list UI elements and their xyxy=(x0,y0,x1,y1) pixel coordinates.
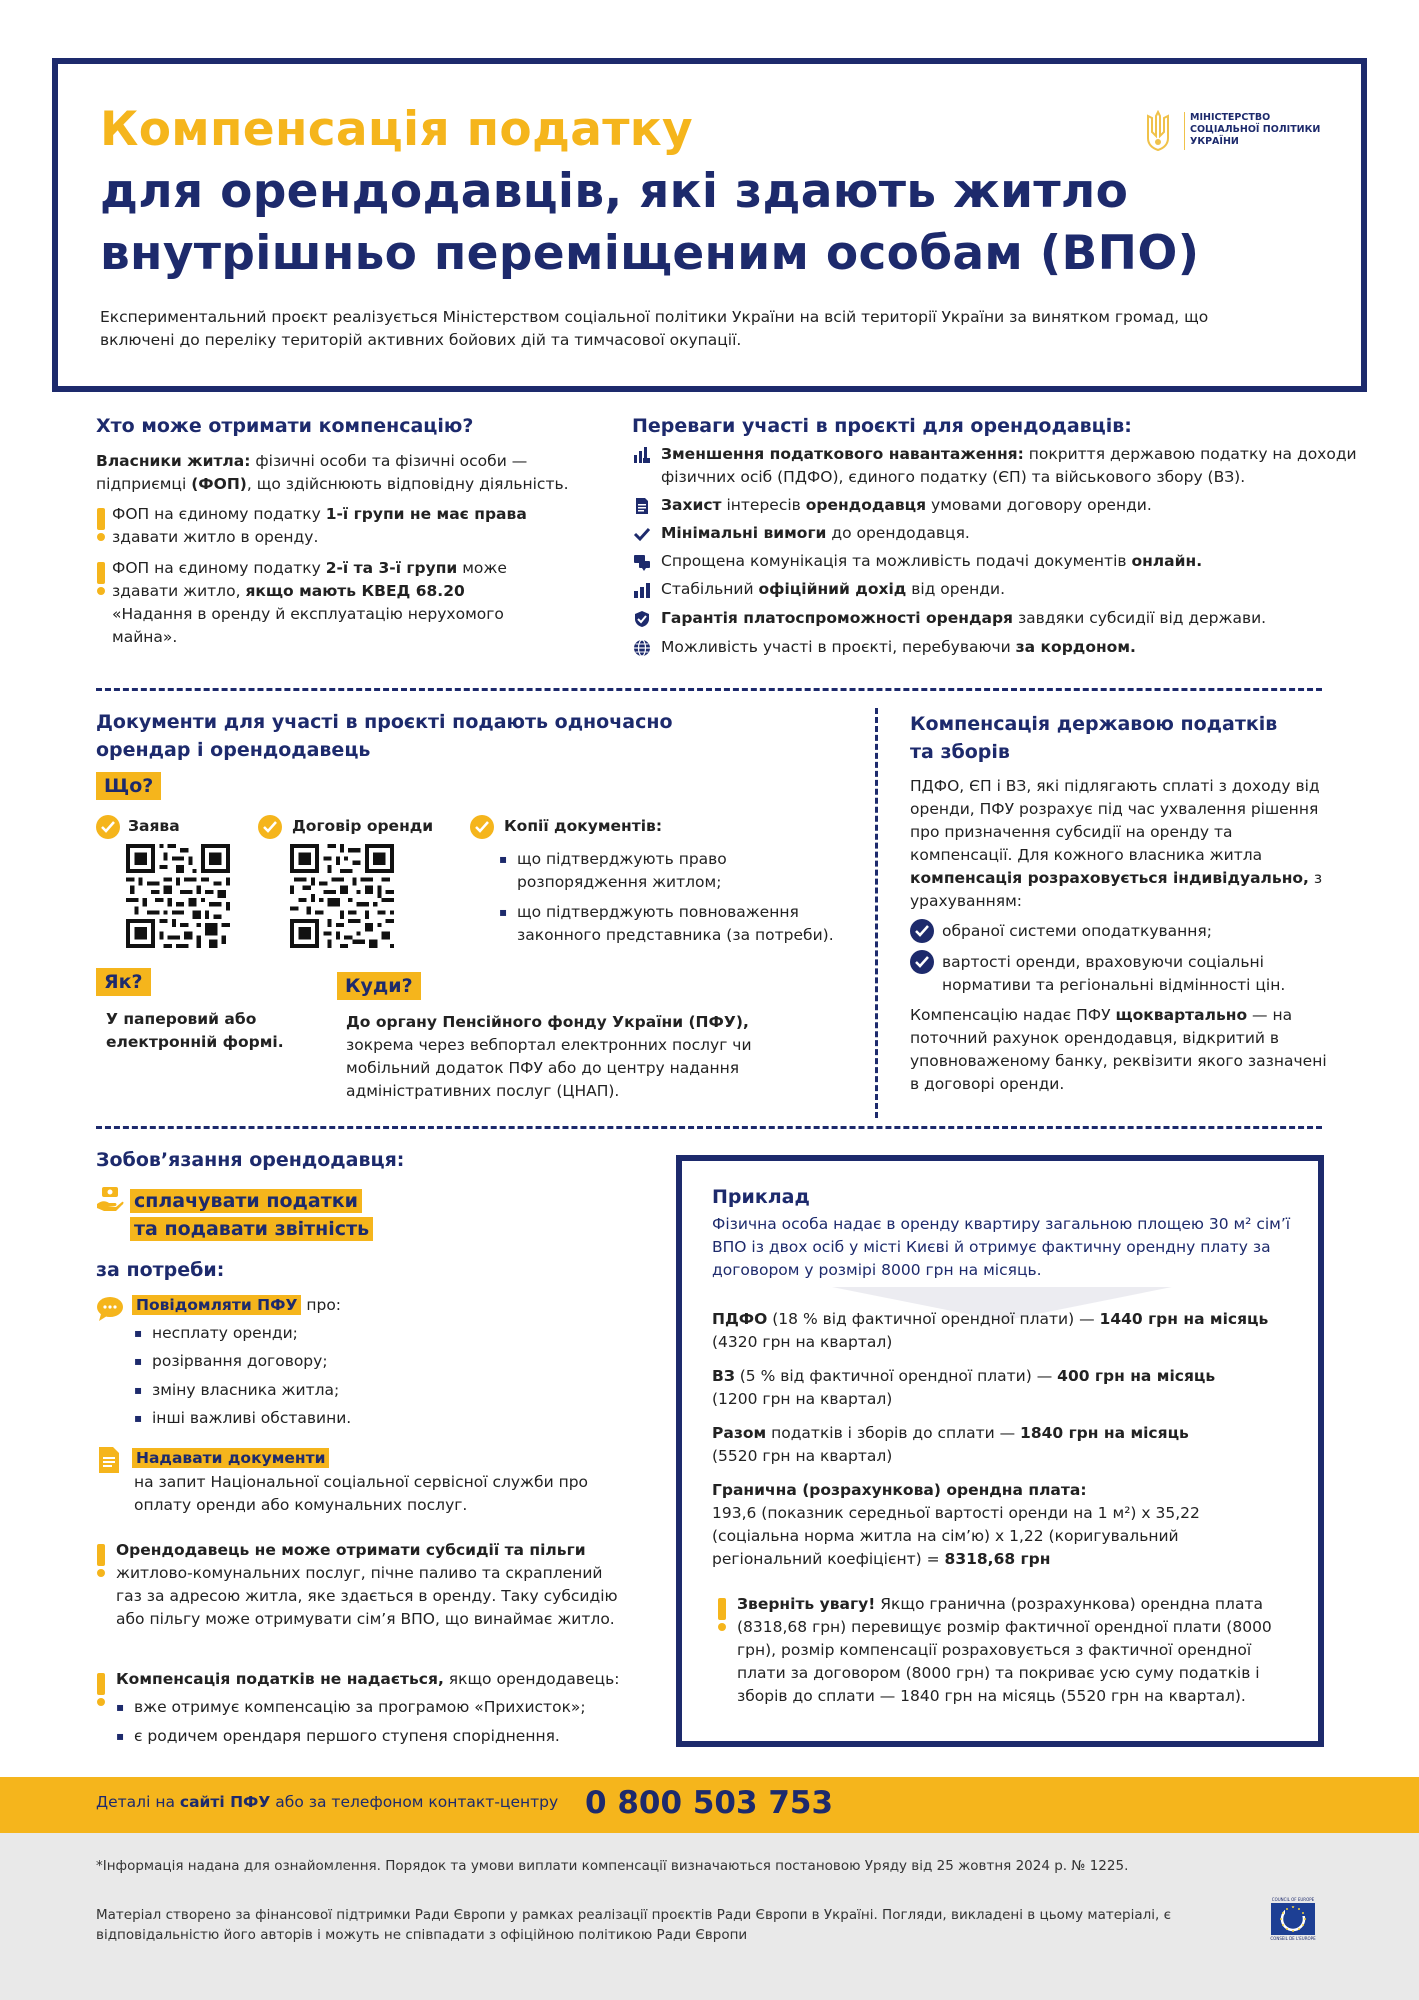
adv-2-text2: умовами договору оренди. xyxy=(926,496,1152,514)
notify-tag: Повідомляти ПФУ xyxy=(132,1295,301,1315)
note2-a: ФОП на єдиному податку xyxy=(112,559,326,577)
note-fop-1 xyxy=(112,503,542,549)
doc-lease: Договір оренди xyxy=(292,817,434,835)
adv-3-text: до орендодавця. xyxy=(826,524,970,542)
adv-7-pre: Можливість участі в проєкті, перебуваючи xyxy=(661,638,1016,656)
who-title: Хто може отримати компенсацію? xyxy=(96,415,474,437)
footer-disclaimer: Матеріал створено за фінансової підтримки Ради Європи у рамках реалізації проєктів Ради Європи в Україні. Погляди, викладені в цьому матеріалі, є відповідальністю його авторів і можуть не співпадати з офіційною політикою Ради Європи xyxy=(96,1907,1171,1943)
check-circle-icon xyxy=(910,919,934,943)
globe-icon xyxy=(633,639,651,657)
note-fop-2 xyxy=(112,557,542,649)
income-icon xyxy=(633,581,651,599)
exclamation-icon xyxy=(718,1598,728,1631)
advantage-item xyxy=(633,443,1361,489)
note2-c: може здавати житло, xyxy=(112,559,507,600)
docs-text: на запит Національної соціальної сервісної служби про оплату оренди або комунальних послуг. xyxy=(134,1473,589,1514)
example-intro: Фізична особа надає в оренду квартиру загальною площею 30 м² сім’ї ВПО із двох осіб у місті Києві й отримує фактичну орендну плату за договором у розмірі 8000 грн на місяць. xyxy=(712,1215,1291,1279)
adv-5-pre: Стабільний xyxy=(661,580,759,598)
example-sum xyxy=(712,1422,1302,1468)
sum-value: 1840 грн на місяць xyxy=(1020,1424,1189,1442)
column-divider xyxy=(875,708,878,1118)
comp-p1-bold: компенсація розраховується індивідуально, xyxy=(910,869,1309,887)
example-pdfo xyxy=(712,1308,1302,1354)
check-circle-icon xyxy=(96,815,120,839)
copies-item-1: ▪ що підтверджують право розпорядження житлом; xyxy=(517,848,857,894)
adv-3-bold: Мінімальні вимоги xyxy=(661,524,827,542)
adv-2-bold2: орендодавця xyxy=(805,496,927,514)
example-limit xyxy=(712,1479,1252,1571)
limit-title: Гранична (розрахункова) орендна плата: xyxy=(712,1481,1087,1499)
notify-item: ▪ інші важливі обставини. xyxy=(152,1407,351,1430)
docs-tag-line xyxy=(132,1447,329,1470)
footer-note: *Інформація надана для ознайомлення. Порядок та умови виплати компенсації визначаються постановою Уряду від 25 жовтня 2024 р. № 1225. xyxy=(96,1858,1129,1874)
warning-subsidy xyxy=(116,1539,626,1631)
trident-icon xyxy=(1140,110,1176,152)
note1-b: 1-ї групи не має права xyxy=(325,505,527,523)
advantage-item xyxy=(633,550,1361,573)
where-desc: зокрема через вебпортал електронних послуг чи мобільний додаток ПФУ або до центру надання адміністративних послуг (ЦНАП). xyxy=(346,1036,752,1100)
check-circle-icon xyxy=(470,815,494,839)
advantage-item xyxy=(633,578,1361,601)
header-box xyxy=(52,58,1367,392)
advantage-item xyxy=(633,607,1361,630)
shield-icon xyxy=(633,610,651,628)
what-tag: Що? xyxy=(96,772,161,800)
owners-text xyxy=(96,450,596,496)
notify-item: ▪ зміну власника житла; xyxy=(152,1379,339,1402)
note1-c: здавати житло в оренду. xyxy=(112,528,319,546)
attention-text: Якщо гранична (розрахункова) орендна плата (8318,68 грн) перевищує розмір фактичної орендної плати (8000 грн), розмір компенсації розраховується з фактичної орендної плати за договором (8000 грн) та покриває усю суму податків і зборів до сплати — 1840 грн на місяць (5520 грн на квартал). xyxy=(737,1595,1272,1705)
example-attention xyxy=(737,1593,1297,1708)
comp-p2-a: Компенсацію надає ПФУ xyxy=(910,1006,1116,1024)
doc-application: Заява xyxy=(128,817,180,835)
comp-p1-text: ПДФО, ЄП і ВЗ, які підлягають сплаті з доходу від оренди, ПФУ розрахує під час ухвалення рішення про призначення субсидії на оренду та компенсації. Для кожного власника житла xyxy=(910,777,1320,864)
advantage-item xyxy=(633,522,1361,545)
adv-7-bold: за кордоном. xyxy=(1015,638,1136,656)
documents-title-line-2: орендар і орендодавець xyxy=(96,739,371,761)
compensation-title-line-1: Компенсація державою податків xyxy=(910,713,1278,735)
warn2-text: якщо орендодавець: xyxy=(443,1670,620,1688)
contact-bar xyxy=(0,1777,1419,1833)
limit-value: 8318,68 грн xyxy=(944,1550,1051,1568)
council-of-europe-icon xyxy=(1271,1903,1315,1935)
qr-code-application[interactable] xyxy=(126,844,230,948)
notify-item: ▪ несплату оренди; xyxy=(152,1322,298,1345)
sum-quarter: (5520 грн на квартал) xyxy=(712,1447,893,1465)
coe-top-text: COUNCIL OF EUROPE xyxy=(1271,1897,1315,1902)
comp-p2-c: — на поточний рахунок орендодавця, відкритий в уповноваженому банку, реквізити якого зазначені в договорі оренди. xyxy=(910,1006,1327,1093)
obligations-title: Зобов’язання орендодавця: xyxy=(96,1149,405,1171)
documents-title xyxy=(96,708,673,764)
example-box xyxy=(676,1155,1324,1747)
speech-bubble-icon xyxy=(96,1296,124,1322)
compensation-p2 xyxy=(910,1004,1330,1096)
qr-code-lease[interactable] xyxy=(290,844,394,948)
adv-4-pre: Спрощена комунікація та можливість подачі документів xyxy=(661,552,1132,570)
pdfo-value: 1440 грн на місяць xyxy=(1099,1310,1269,1328)
documents-title-line-1: Документи для участі в проєкті подають одночасно xyxy=(96,711,673,733)
note2-e: «Надання в оренду й експлуатацію нерухомого майна». xyxy=(112,605,504,646)
limit-text: 193,6 (показник середньої вартості оренди на 1 м²) х 35,22 (соціальна норма житла на сім’ю) х 1,22 (коригувальний регіональний коефіцієнт) = xyxy=(712,1504,1200,1568)
money-hand-icon xyxy=(96,1186,124,1214)
title-line-2: для орендодавців, які здають житло xyxy=(100,164,1129,219)
warn1-text: житлово-комунальних послуг, пічне паливо та скраплений газ за адресою житла, яке здається в оренду. Таку субсидію або пільгу може отримувати сім’я ВПО, що винаймає житло. xyxy=(116,1564,618,1628)
adv-1-text: покриття державою податку на доходи фізичних осіб (ПДФО), єдиного податку (ЄП) та військового збору (ВЗ). xyxy=(661,445,1357,486)
footer xyxy=(0,1833,1419,2000)
adv-1-bold: Зменшення податкового навантаження: xyxy=(661,445,1024,463)
advantage-item xyxy=(633,494,1361,517)
how-text: У паперовий або електронній формі. xyxy=(106,1010,284,1051)
title-line-3: внутрішньо переміщеним особам (ВПО) xyxy=(100,226,1200,281)
pdfo-bold: ПДФО xyxy=(712,1310,768,1328)
council-of-europe-logo xyxy=(1262,1897,1324,1947)
adv-4-bold: онлайн. xyxy=(1131,552,1203,570)
pdfo-text: (18 % від фактичної орендної плати) — xyxy=(767,1310,1100,1328)
section-divider xyxy=(96,1126,1322,1129)
attention-bold: Зверніть увагу! xyxy=(737,1595,876,1613)
adv-2-bold: Захист xyxy=(661,496,722,514)
ministry-logo xyxy=(1140,108,1340,158)
exclamation-icon xyxy=(97,562,107,595)
pdfo-quarter: (4320 грн на квартал) xyxy=(712,1333,893,1351)
advantage-item xyxy=(633,636,1361,659)
checkmark-icon xyxy=(633,525,651,543)
no-comp-item: ▪ вже отримує компенсацію за програмою «Прихисток»; xyxy=(134,1696,586,1719)
obligation-line-1: сплачувати податки xyxy=(130,1189,362,1213)
title-line-1: Компенсація податку xyxy=(100,102,693,157)
sum-text: податків і зборів до сплати — xyxy=(766,1424,1021,1442)
advantages-title: Переваги участі в проєкті для орендодавців: xyxy=(632,415,1132,437)
docs-tag: Надавати документи xyxy=(132,1448,329,1468)
note2-d: якщо мають КВЕД 68.20 xyxy=(245,582,465,600)
owners-tail: , що здійснюють відповідну діяльність. xyxy=(246,475,569,493)
notify-item: ▪ розірвання договору; xyxy=(152,1350,328,1373)
document-icon xyxy=(98,1446,120,1474)
comp-p2-b: щоквартально xyxy=(1115,1006,1248,1024)
warn1-bold: Орендодавець не може отримати субсидії та пільги xyxy=(116,1541,586,1559)
exclamation-icon xyxy=(97,1673,107,1706)
warning-no-compensation xyxy=(116,1668,676,1691)
document-icon xyxy=(633,497,651,515)
how-tag: Як? xyxy=(96,968,151,996)
warn2-bold: Компенсація податків не надається, xyxy=(116,1670,444,1688)
section-divider xyxy=(96,688,1322,691)
compensation-title-line-2: та зборів xyxy=(910,741,1010,763)
comp-p1-tail: з урахуванням: xyxy=(910,869,1323,910)
comp-criteria-2: вартості оренди, враховуючи соціальні нормативи та регіональні відмінності цін. xyxy=(942,953,1286,994)
ministry-line-1: МІНІСТЕРСТВО xyxy=(1190,112,1271,123)
where-tag: Куди? xyxy=(337,972,421,1000)
intro-text: Експериментальний проєкт реалізується Міністерством соціальної політики України на всій території України за винятком громад, що включені до переліку територій активних бойових дій та тимчасової окупації. xyxy=(100,308,1209,349)
phone-number[interactable]: 0 800 503 753 xyxy=(585,1785,834,1821)
doc-copies: Копії документів: xyxy=(504,817,663,835)
no-comp-item: ▪ є родичем орендаря першого ступеня споріднення. xyxy=(134,1725,560,1748)
ministry-line-3: УКРАЇНИ xyxy=(1190,136,1239,147)
contact-pre: Деталі на xyxy=(96,1793,180,1811)
vz-value: 400 грн на місяць xyxy=(1057,1367,1216,1385)
contact-mid: або за телефоном контакт-центру xyxy=(270,1793,559,1811)
notify-tail: про: xyxy=(301,1296,342,1314)
adv-6-text: завдяки субсидії від держави. xyxy=(1013,609,1267,627)
exclamation-icon xyxy=(97,508,107,541)
adv-2-text: інтересів xyxy=(721,496,806,514)
compensation-p1 xyxy=(910,775,1330,913)
note2-b: 2-ї та 3-ї групи xyxy=(325,559,458,577)
chat-icon xyxy=(633,553,651,571)
owners-fop: (ФОП) xyxy=(191,475,247,493)
copies-item-2: ▪ що підтверджують повноваження законного представника (за потреби). xyxy=(517,901,857,947)
main-obligation xyxy=(130,1187,373,1243)
where-text xyxy=(346,1011,766,1103)
ministry-line-2: СОЦІАЛЬНОЇ ПОЛІТИКИ xyxy=(1190,124,1321,135)
exclamation-icon xyxy=(97,1544,107,1577)
owners-bold: Власники житла: xyxy=(96,452,251,470)
vz-quarter: (1200 грн на квартал) xyxy=(712,1390,893,1408)
comp-criteria-1: обраної системи оподаткування; xyxy=(942,922,1212,940)
need-title: за потреби: xyxy=(96,1259,225,1281)
where-bold: До органу Пенсійного фонду України (ПФУ), xyxy=(346,1013,749,1031)
adv-5-text: від оренди. xyxy=(906,580,1006,598)
adv-6-bold: Гарантія платоспроможності орендаря xyxy=(661,609,1014,627)
notify-line xyxy=(132,1294,341,1317)
contact-text xyxy=(96,1793,558,1811)
vz-bold: ВЗ xyxy=(712,1367,735,1385)
sum-bold: Разом xyxy=(712,1424,767,1442)
owners-desc: фізичні особи та фізичні особи — підприємці xyxy=(96,452,528,493)
pfu-site-link[interactable]: сайті ПФУ xyxy=(179,1793,271,1811)
check-circle-icon xyxy=(258,815,282,839)
coe-bottom-text: CONSEIL DE L'EUROPE xyxy=(1270,1936,1316,1941)
compensation-title xyxy=(910,710,1310,766)
example-vz xyxy=(712,1365,1302,1411)
note1-a: ФОП на єдиному податку xyxy=(112,505,326,523)
example-title: Приклад xyxy=(712,1186,810,1208)
chart-icon xyxy=(633,446,651,464)
obligation-line-2: та подавати звітність xyxy=(130,1217,373,1241)
check-circle-icon xyxy=(910,950,934,974)
vz-text: (5 % від фактичної орендної плати) — xyxy=(734,1367,1058,1385)
adv-5-bold: офіційний дохід xyxy=(758,580,907,598)
